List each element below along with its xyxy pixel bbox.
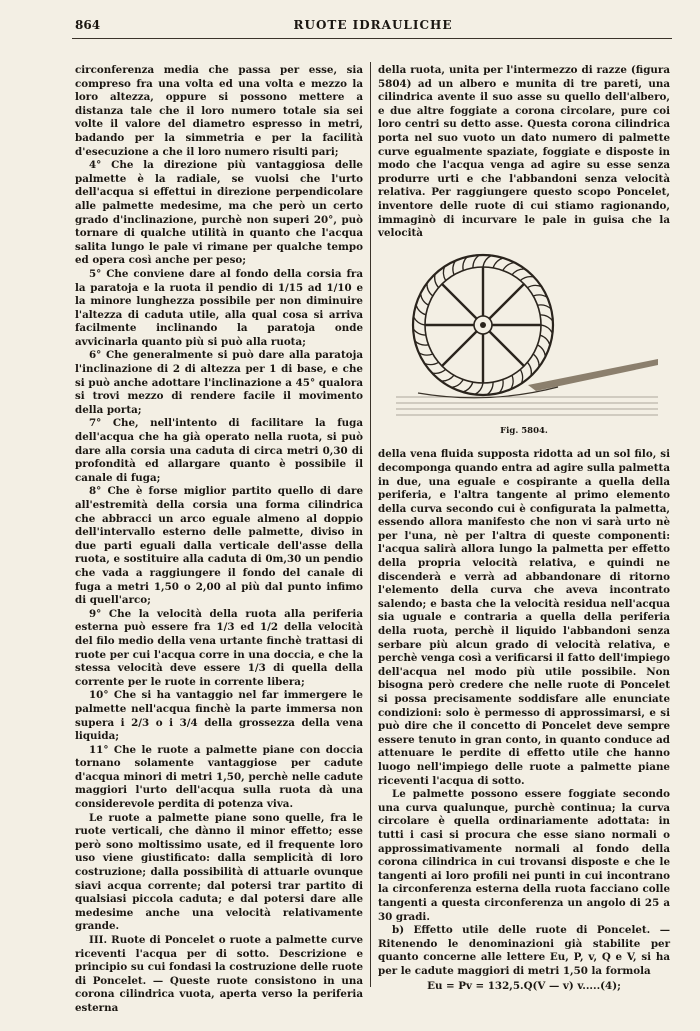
wheel-bucket: [421, 293, 429, 305]
wheel-bucket: [503, 262, 515, 270]
left-column: [75, 64, 363, 1016]
wheel-bucket: [416, 304, 426, 314]
page-header: [75, 14, 671, 36]
paragraph: 8° Che è forse miglior partito quello di dare all'estremità della corsia una forma cilindrica che abbracci un arco eguale almeno al doppio dell'intervallo esterno delle palmette, diviso in due parti eguali dalla verticale dell'asse della ruota, e sostituire alla caduta di 0m,30 un pendio che vada a raggiungere il fondo del canale di fuga a metri 1,50 o 2,00 al più dal punto infimo di quell'arco;: [75, 485, 363, 607]
wheel-bucket: [414, 316, 426, 324]
paragraph: 5° Che conviene dare al fondo della corsia fra la paratoja e la ruota il pendio di 1/15 ad 1/10 e la minore lunghezza possibile per non diminuire l'altezza di caduta utile, alla qual cosa si arriva facilmente inclinando la paratoja onde avvicinarla quanto più si può alla ruota;: [75, 267, 363, 348]
wheel-bucket: [463, 382, 473, 392]
paragraph: b) Effetto utile delle ruote di Poncelet. — Ritenendo le denominazioni già stabilite per quanto concerne alle lettere Eu, P, v, Q e V, si ha per le cadute maggiori di metri 1,50 la formola: [378, 924, 670, 977]
wheel-bucket: [451, 379, 463, 387]
wheel-bucket: [473, 255, 479, 268]
wheel-bucket: [441, 375, 454, 381]
wheel-bucket: [424, 362, 438, 364]
paragraph: III. Ruote di Poncelet o ruote a palmette curve riceventi l'acqua per di sotto. Descrizione e principio su cui fondasi la costruzione delle ruote di Poncelet. — Queste ruote consistono in una corona cilindrica vuota, aperta verso la periferia esterna: [75, 934, 363, 1014]
wheel-bucket: [475, 383, 483, 395]
paragraph: 6° Che generalmente si può dare alla paratoja l'inclinazione di 2 di altezza per 1 di base, e che si può anche adottare l'inclinazione a 45° qualora si trovi mezzo di rendere facile il movimento della porta;: [75, 349, 363, 416]
wheel-bucket: [520, 369, 522, 383]
wheel-bucket: [538, 345, 546, 357]
wheel-bucket: [540, 335, 550, 345]
paragraph: della vena fluida supposta ridotta ad un sol filo, si decomponga quando entra ad agire sulla palmetta in due, una eguale e cospirante a quella della periferia, e l'altra tangente al primo elemento della curva secondo cui è configurata la palmetta, essendo allora manifesto che non vi sarà urto nè per l'una, nè per l'altra di queste componenti: l'acqua salirà allora lungo la palmetta per effetto della propria velocità relativa, e quindi ne discenderà e verrà ad abbandonare di ritorno l'elemento della curva che aveva incontrato salendo; e basta che la velocità residua nell'acqua sia uguale e contraria a quella della periferia della ruota, perchè il liquido l'abbandoni senza serbare più alcun grado di velocità relativa, e perchè venga così a verificarsi il fatto dell'impiego dell'acqua nel modo più utile possibile. Non bisogna però credere che nelle ruote di Poncelet si possa precisamente soddisfare alle enunciate condizioni: solo è permesso di approssimarsi, e si può dire che il concetto di Poncelet deve sempre essere tenuto in gran conto, in quanto conduce ad attenuare le perdite di effetto utile che hanno luogo nell'impiego delle ruote a palmette piane riceventi l'acqua di sotto.: [378, 448, 670, 787]
wheel-bucket: [533, 354, 539, 367]
wheel-bucket: [432, 369, 446, 373]
wheel-bucket: [427, 283, 433, 296]
wheel-bucket: [512, 269, 525, 275]
page-number: 864: [75, 18, 101, 32]
poncelet-waterwheel-icon: [378, 247, 670, 423]
wheel-bucket: [527, 285, 541, 287]
figure-caption: Fig. 5804.: [500, 425, 548, 436]
wheel-bucket: [520, 276, 534, 280]
wheel-bucket: [540, 315, 553, 321]
formula: Eu = Pv = 132,5.Q(V — v) v.....(4);: [427, 980, 621, 993]
paragraph: della ruota, unita per l'intermezzo di razze (figura 5804) ad un albero e munita di tre pareti, una cilindrica avente il suo asse su quello dell'albero, e due altre foggiate a corona circolare, pure coi loro centri su detto asse. Questa corona cilindrica porta nel suo vuoto un dato numero di palmette curve egualmente spaziate, foggiate e disposte in modo che l'acqua venga ad agire su esse senza produrre urti e che l'abbandoni senza velocità relativa. Per raggiungere questo scopo Poncelet, inventore delle ruote di cui stiamo ragionando, immaginò di incurvare le pale in guisa che la velocità: [378, 64, 670, 240]
wheel-bucket: [527, 362, 531, 376]
paragraph: 4° Che la direzione più vantaggiosa delle palmette è la radiale, se vuolsi che l'urto dell'acqua si effettui in direzione perpendicolare alle palmette medesime, ma che però un certo grado d'inclinazione, purchè non superi 20°, può tornare di qualche utilità in quanto che l'acqua salita lungo le pale vi rimane per qualche tempo ed opera così anche per peso;: [75, 159, 363, 267]
paragraph: Le ruote a palmette piane sono quelle, fra le ruote verticali, che dànno il minor effetto; esse però sono moltissimo usate, ed il frequente loro uso viene giustificato: dalla semplicità di loro costruzione; dalla possibilità di attuarle ovunque siavi acqua corrente; dal potersi trar partito di qualsiasi piccola caduta; e dal potersi dare alle medesime anche una velocità relativamente grande.: [75, 811, 363, 933]
paragraph: 11° Che le ruote a palmette piane con doccia tornano solamente vantaggiose per cadute d'acqua minori di metri 1,50, perchè nelle cadute maggiori l'urto dell'acqua sulla ruota dà una considerevole perdita di potenza viva.: [75, 743, 363, 811]
wheel-bucket: [541, 325, 553, 333]
wheel-bucket: [413, 329, 426, 335]
paragraph: 10° Che si ha vantaggio nel far immergere le palmette nell'acqua finchè la parte immersa non supera i 2/3 o i 3/4 della grossezza della vena liquida;: [75, 689, 363, 743]
right-column: [378, 64, 670, 994]
wheel-bucket: [443, 266, 445, 280]
paragraph: Le palmette possono essere foggiate secondo una curva qualunque, purchè continua; la curva circolare è quella ordinariamente adottata: in tutti i casi si procura che esse siano normali o approssimativamente normali al fondo della corona cilindrica in cui trovansi disposte e che le tangenti ai loro profili nei punti in cui incontrano la circonferenza esterna della ruota facciano colle tangenti a questa circonferenza un angolo di 25 a 30 gradi.: [378, 788, 670, 923]
wheel-bucket: [435, 274, 439, 288]
wheel-bucket: [493, 258, 503, 268]
running-title: RUOTE IDRAULICHE: [293, 18, 453, 32]
figure-5804: [378, 247, 670, 423]
paragraph: 7° Che, nell'intento di facilitare la fuga dell'acqua che ha già operato nella ruota, si può dare alla corsia una caduta di circa metri 0,30 di profondità ed allargare quanto è possibile il canale di fuga;: [75, 417, 363, 484]
wheel-bucket: [483, 255, 491, 267]
paragraph: 9° Che la velocità della ruota alla periferia esterna può essere fra 1/3 ed 1/2 della velocità del filo medio della vena urtante finchè trattasi di ruote per cui l'acqua corre in una doccia, e che la stessa velocità deve essere 1/3 di quella della corrente per le ruote in corrente libera;: [75, 607, 363, 688]
paragraph: circonferenza media che passa per esse, sia compreso fra una volta ed una volta e mezzo la loro altezza, oppure si possono mettere a distanza tale che il loro numero totale sia sei volte il valore del diametro espresso in metri, badando per la simmetria e per la facilità d'esecuzione a che il loro numero risulti pari;: [75, 64, 363, 158]
header-rule: [72, 38, 672, 39]
column-separator: [370, 62, 371, 987]
wheel-bucket: [487, 382, 493, 395]
